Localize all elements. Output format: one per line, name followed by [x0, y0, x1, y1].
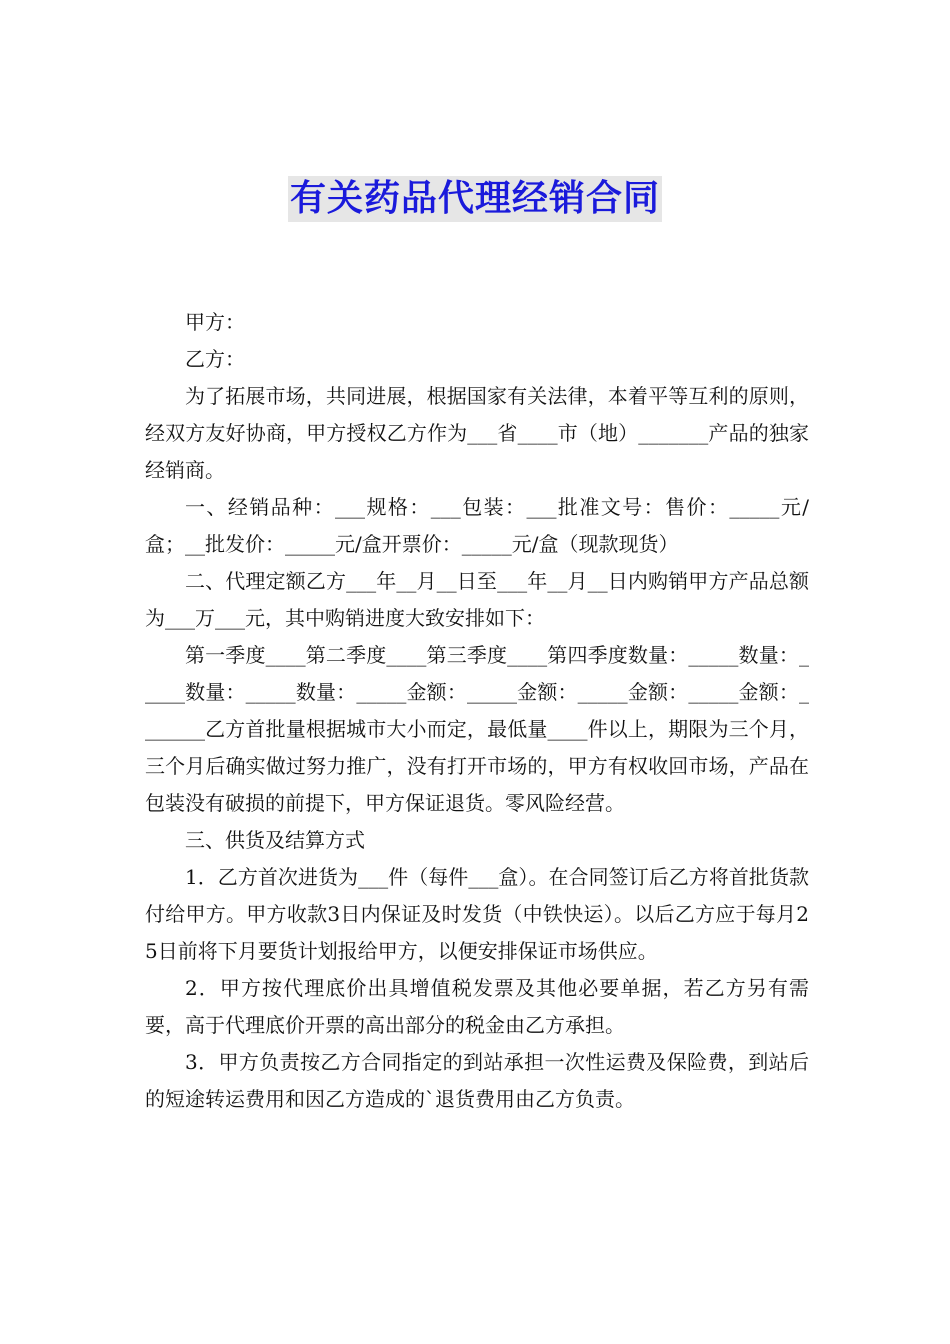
document-body	[145, 304, 809, 1118]
clause-3-heading: 三、供货及结算方式	[185, 828, 365, 852]
party-a-line: 甲方：	[185, 310, 245, 334]
title-container	[0, 176, 950, 222]
preamble-paragraph: 为了拓展市场，共同进展，根据国家有关法律，本着平等互利的原则，经双方友好协商，甲方授权乙方作为___省____市（地）_______产品的独家经销商。	[145, 384, 809, 482]
quarterly-schedule-paragraph: 第一季度____第二季度____第三季度____第四季度数量：_____数量：_____数量：_____数量：_____金额：_____金额：_____金额：_____金额：_______乙方首批量根据城市大小而定，最低量____件以上，期限为三个月，三个月后确实做过努力推广，没有打开市场的，甲方有权收回市场，产品在包装没有破损的前提下，甲方保证退货。零风险经营。	[145, 643, 809, 815]
clause-1-products: 一、经销品种：___规格：___包装：___批准文号：售价：_____元/盒；__批发价：_____元/盒开票价：_____元/盒（现款现货）	[145, 495, 809, 556]
clause-3-item-3: 3．甲方负责按乙方合同指定的到站承担一次性运费及保险费，到站后的短途转运费用和因乙方造成的`退货费用由乙方负责。	[145, 1050, 809, 1111]
clause-3-item-1: 1．乙方首次进货为___件（每件___盒）。在合同签订后乙方将首批货款付给甲方。甲方收款3日内保证及时发货（中铁快运）。以后乙方应于每月25日前将下月要货计划报给甲方，以便安排保证市场供应。	[145, 865, 809, 963]
clause-3-item-2: 2．甲方按代理底价出具增值税发票及其他必要单据，若乙方另有需要，高于代理底价开票的高出部分的税金由乙方承担。	[145, 976, 809, 1037]
document-title: 有关药品代理经销合同	[288, 176, 662, 222]
clause-2-quota: 二、代理定额乙方___年__月__日至___年__月__日内购销甲方产品总额为___万___元，其中购销进度大致安排如下：	[145, 569, 809, 630]
party-b-line: 乙方：	[185, 347, 245, 371]
